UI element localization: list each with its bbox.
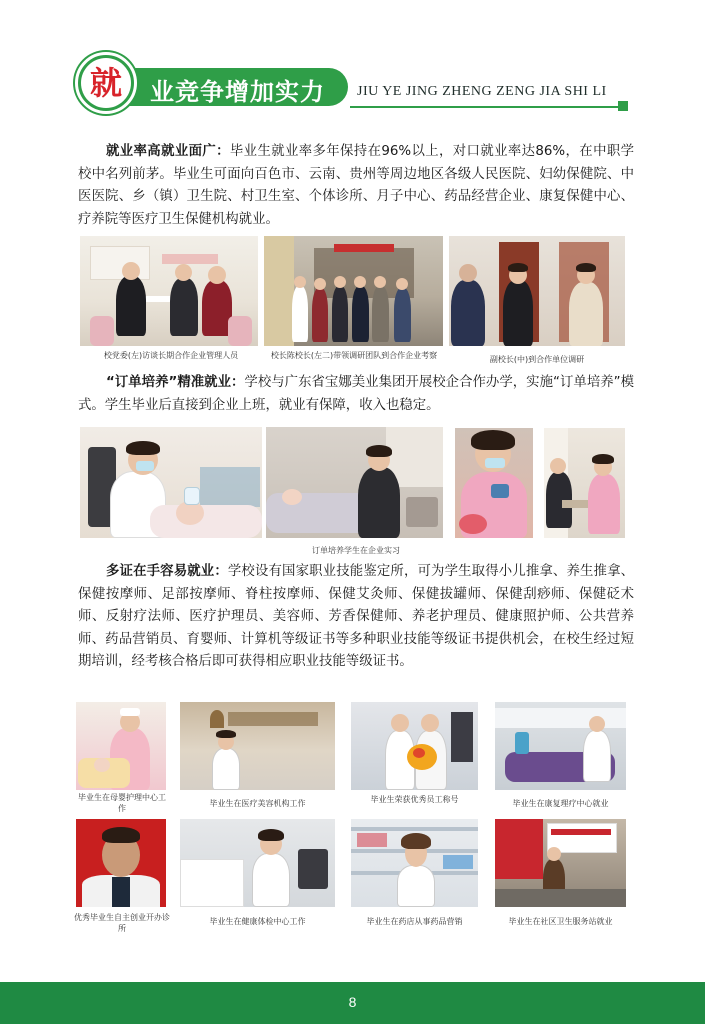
photo-beauty-room [266, 427, 443, 538]
caption-row2: 订单培养学生在企业实习 [312, 546, 400, 555]
caption-gallery-4: 毕业生在康复理疗中心就业 [512, 799, 609, 808]
photo-street-clinic [495, 819, 626, 907]
paragraph-body: 毕业生就业率多年保持在96%以上，对口就业率达86%，在中职学校中名列前茅。毕业生可面向百色市、云南、贵州等周边地区各级人民医院、妇幼保健院、中医医院、乡（镇）卫生院、村卫生室、个体诊所、月子中心、药品经营企业、康复保健中心、疗养院等医疗卫生保健机构就业。 [78, 144, 634, 227]
caption-row1-a: 校党委(左)访谈长期合作企业管理人员 [103, 351, 239, 360]
caption-gallery-7: 毕业生在药店从事药品营销 [366, 917, 463, 926]
photo-facial-treatment [80, 427, 262, 538]
paragraph-order-training [78, 372, 634, 417]
photo-rehab-room [495, 702, 626, 790]
photo-consultation [544, 428, 625, 538]
badge-char: 就 [89, 64, 122, 102]
section-header [0, 0, 705, 120]
paragraph-employment-rate [78, 141, 634, 231]
caption-row1-c: 副校长(中)到合作单位调研 [489, 355, 585, 364]
photo-award-flowers [351, 702, 478, 790]
page-footer [0, 982, 705, 1024]
photo-office-visit [449, 236, 625, 346]
title-badge [75, 52, 137, 114]
caption-gallery-2: 毕业生在医疗美容机构工作 [209, 799, 306, 808]
photo-meeting-room [80, 236, 258, 346]
section-title: 业竞争增加实力 [150, 78, 325, 106]
photo-clinic-lobby [180, 702, 335, 790]
photo-infant-care [76, 702, 166, 790]
photo-pharmacy [351, 819, 478, 907]
paragraph-certificates [78, 561, 634, 674]
caption-gallery-1: 毕业生在母婴护理中心工作 [78, 793, 166, 813]
section-pinyin: JIU YE JING ZHENG ZENG JIA SHI LI [357, 84, 607, 99]
caption-gallery-6: 毕业生在健康体检中心工作 [209, 917, 306, 926]
caption-row1-b: 校长陈校长(左二)带领调研团队到合作企业考察 [270, 351, 438, 360]
paragraph-lead: “订单培养”精准就业： [106, 375, 245, 390]
caption-gallery-3: 毕业生荣获优秀员工称号 [370, 795, 459, 804]
photo-beauty-device [455, 428, 533, 538]
photo-group-at-gate [264, 236, 443, 346]
paragraph-lead: 就业率高就业面广： [106, 144, 230, 159]
title-underline-end [618, 101, 628, 111]
paragraph-body: 学校与广东省宝娜美业集团开展校企合作办学，实施“订单培养”模式。学生毕业后直接到企业上班，就业有保障，收入也稳定。 [78, 375, 635, 413]
paragraph-lead: 多证在手容易就业： [106, 564, 228, 579]
caption-gallery-5: 优秀毕业生自主创业开办诊所 [74, 913, 170, 933]
photo-graduate-portrait [76, 819, 166, 907]
title-underline [350, 106, 620, 108]
paragraph-body: 学校设有国家职业技能鉴定所，可为学生取得小儿推拿、养生推拿、保健按摩师、足部按摩师、脊柱按摩师、保健艾灸师、保健拔罐师、保健刮痧师、保健砭术师、反射疗法师、医疗护理员、美容师、芳香保健师、养老护理员、健康照护师、公共营养师、药品营销员、育婴师、计算机等级证书等多种职业技能等级证书提供机会，在校生经过短期培训，经考核合格后即可获得相应职业技能等级证书。 [78, 564, 635, 669]
photo-clinic-desk [180, 819, 335, 907]
caption-gallery-8: 毕业生在社区卫生服务站就业 [508, 917, 613, 926]
page-number: 8 [348, 994, 357, 1010]
